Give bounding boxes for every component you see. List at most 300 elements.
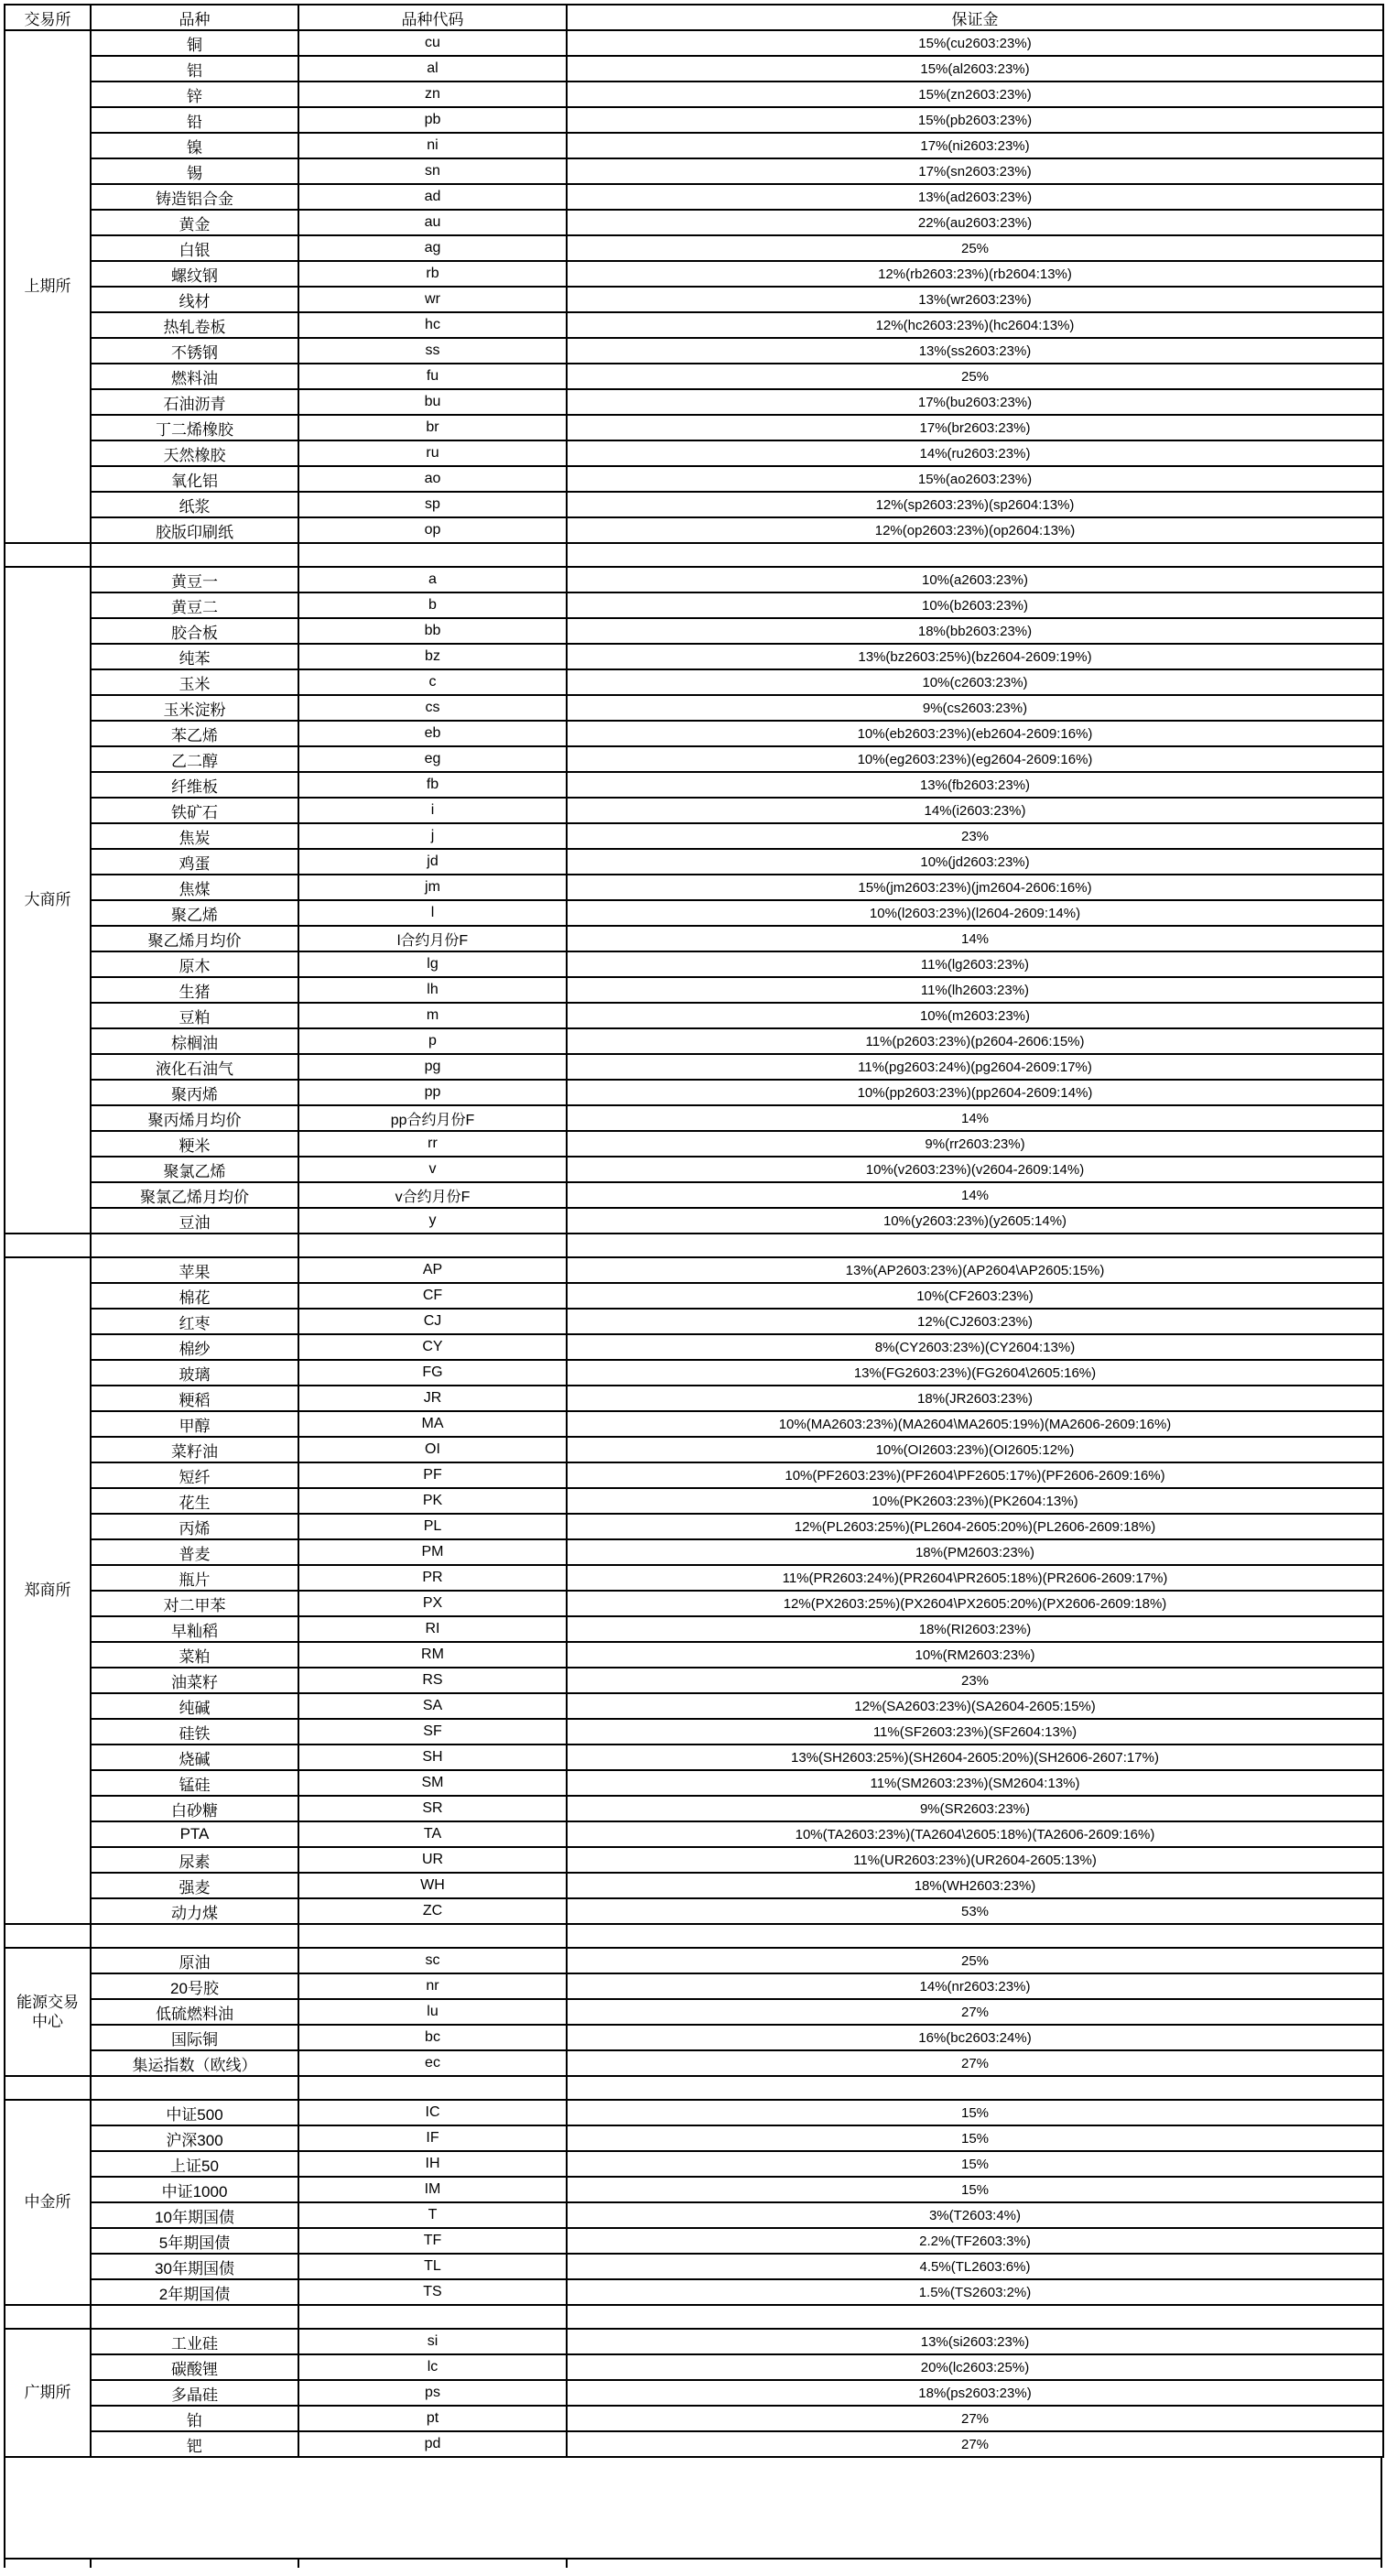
margin-cell: 13%(ss2603:23%)	[567, 338, 1383, 364]
variety-cell: 纸浆	[91, 492, 298, 517]
variety-cell: 纤维板	[91, 772, 298, 798]
code-cell: ps	[298, 2380, 567, 2406]
margin-cell: 11%(p2603:23%)(p2604-2606:15%)	[567, 1028, 1383, 1054]
margin-cell: 25%	[567, 1948, 1383, 1973]
variety-cell: PTA	[91, 1821, 298, 1847]
variety-cell: 多晶硅	[91, 2380, 298, 2406]
variety-cell: 上证50	[91, 2151, 298, 2177]
empty-cell	[91, 2076, 298, 2100]
table-row	[5, 466, 1383, 492]
empty-cell	[567, 2305, 1383, 2329]
margin-cell: 12%(sp2603:23%)(sp2604:13%)	[567, 492, 1383, 517]
table-row	[5, 30, 1383, 56]
header-variety: 品种	[91, 5, 298, 30]
table-row	[5, 1591, 1383, 1616]
variety-cell: 玉米淀粉	[91, 695, 298, 721]
bottom-blank-area	[4, 2458, 1382, 2558]
table-row	[5, 517, 1383, 543]
variety-cell: 粳米	[91, 1131, 298, 1157]
code-cell: PM	[298, 1539, 567, 1565]
margin-cell: 8%(CY2603:23%)(CY2604:13%)	[567, 1334, 1383, 1360]
table-row	[5, 823, 1383, 849]
code-cell: pb	[298, 107, 567, 133]
margin-cell: 1.5%(TS2603:2%)	[567, 2279, 1383, 2305]
variety-cell: 尿素	[91, 1847, 298, 1873]
variety-cell: 早籼稻	[91, 1616, 298, 1642]
table-row	[5, 2025, 1383, 2050]
table-row	[5, 2354, 1383, 2380]
code-cell: b	[298, 592, 567, 618]
code-cell: ZC	[298, 1898, 567, 1924]
table-row	[5, 1745, 1383, 1770]
margin-cell: 14%(nr2603:23%)	[567, 1973, 1383, 1999]
variety-cell: 热轧卷板	[91, 312, 298, 338]
variety-cell: 中证1000	[91, 2177, 298, 2202]
variety-cell: 天然橡胶	[91, 440, 298, 466]
variety-cell: 豆油	[91, 1208, 298, 1234]
variety-cell: 棕榈油	[91, 1028, 298, 1054]
margin-cell: 25%	[567, 364, 1383, 389]
empty-cell	[91, 2305, 298, 2329]
separator-row	[5, 2305, 1383, 2329]
variety-cell: 苯乙烯	[91, 721, 298, 746]
table-row	[5, 2380, 1383, 2406]
table-row	[5, 1105, 1383, 1131]
table-row	[5, 2050, 1383, 2076]
table-row	[5, 1360, 1383, 1386]
variety-cell: 动力煤	[91, 1898, 298, 1924]
code-cell: bu	[298, 389, 567, 415]
empty-cell	[5, 543, 91, 567]
table-row	[5, 2279, 1383, 2305]
variety-cell: 棉纱	[91, 1334, 298, 1360]
table-row	[5, 364, 1383, 389]
table-row	[5, 1257, 1383, 1283]
margin-cell: 10%(MA2603:23%)(MA2604\MA2605:19%)(MA2606-2609:16%)	[567, 1411, 1383, 1437]
margin-cell: 10%(m2603:23%)	[567, 1003, 1383, 1028]
variety-cell: 白砂糖	[91, 1796, 298, 1821]
variety-cell: 螺纹钢	[91, 261, 298, 287]
column-divider-stub	[298, 2560, 299, 2568]
table-row	[5, 1283, 1383, 1309]
column-divider-stub	[566, 2560, 568, 2568]
margin-cell: 12%(PX2603:25%)(PX2604\PX2605:20%)(PX2606-2609:18%)	[567, 1591, 1383, 1616]
variety-cell: 强麦	[91, 1873, 298, 1898]
code-cell: TF	[298, 2228, 567, 2254]
variety-cell: 铝	[91, 56, 298, 82]
code-cell: jm	[298, 875, 567, 900]
margin-cell: 15%	[567, 2125, 1383, 2151]
code-cell: nr	[298, 1973, 567, 1999]
code-cell: CF	[298, 1283, 567, 1309]
variety-cell: 2年期国债	[91, 2279, 298, 2305]
table-row	[5, 2177, 1383, 2202]
code-cell: eg	[298, 746, 567, 772]
variety-cell: 锡	[91, 158, 298, 184]
margin-cell: 15%(ao2603:23%)	[567, 466, 1383, 492]
exchange-cell: 上期所	[5, 30, 91, 543]
code-cell: au	[298, 210, 567, 235]
table-row	[5, 567, 1383, 592]
variety-cell: 镍	[91, 133, 298, 158]
empty-cell	[298, 1924, 567, 1948]
variety-cell: 烧碱	[91, 1745, 298, 1770]
code-cell: lg	[298, 951, 567, 977]
variety-cell: 铜	[91, 30, 298, 56]
table-row	[5, 2329, 1383, 2354]
variety-cell: 5年期国债	[91, 2228, 298, 2254]
margin-cell: 16%(bc2603:24%)	[567, 2025, 1383, 2050]
empty-cell	[567, 1234, 1383, 1257]
code-cell: y	[298, 1208, 567, 1234]
code-cell: SF	[298, 1719, 567, 1745]
code-cell: TL	[298, 2254, 567, 2279]
variety-cell: 菜粕	[91, 1642, 298, 1668]
code-cell: sp	[298, 492, 567, 517]
margin-cell: 17%(br2603:23%)	[567, 415, 1383, 440]
margin-cell: 13%(wr2603:23%)	[567, 287, 1383, 312]
table-row	[5, 1642, 1383, 1668]
code-cell: lh	[298, 977, 567, 1003]
margin-cell: 13%(ad2603:23%)	[567, 184, 1383, 210]
code-cell: MA	[298, 1411, 567, 1437]
exchange-cell: 中金所	[5, 2100, 91, 2305]
margin-cell: 23%	[567, 1668, 1383, 1693]
code-cell: IH	[298, 2151, 567, 2177]
variety-cell: 瓶片	[91, 1565, 298, 1591]
variety-cell: 工业硅	[91, 2329, 298, 2354]
variety-cell: 燃料油	[91, 364, 298, 389]
margin-cell: 10%(TA2603:23%)(TA2604\2605:18%)(TA2606-2609:16%)	[567, 1821, 1383, 1847]
margin-cell: 10%(c2603:23%)	[567, 669, 1383, 695]
separator-row	[5, 1234, 1383, 1257]
separator-row	[5, 1924, 1383, 1948]
separator-row	[5, 543, 1383, 567]
variety-cell: 不锈钢	[91, 338, 298, 364]
code-cell: si	[298, 2329, 567, 2354]
table-row	[5, 1462, 1383, 1488]
variety-cell: 铸造铝合金	[91, 184, 298, 210]
table-row	[5, 618, 1383, 644]
margin-cell: 10%(b2603:23%)	[567, 592, 1383, 618]
empty-cell	[298, 2305, 567, 2329]
code-cell: rr	[298, 1131, 567, 1157]
code-cell: pp合约月份F	[298, 1105, 567, 1131]
margin-cell: 9%(rr2603:23%)	[567, 1131, 1383, 1157]
table-row	[5, 389, 1383, 415]
code-cell: UR	[298, 1847, 567, 1873]
variety-cell: 纯碱	[91, 1693, 298, 1719]
margin-cell: 15%(zn2603:23%)	[567, 82, 1383, 107]
variety-cell: 30年期国债	[91, 2254, 298, 2279]
margin-cell: 10%(y2603:23%)(y2605:14%)	[567, 1208, 1383, 1234]
variety-cell: 对二甲苯	[91, 1591, 298, 1616]
table-row	[5, 1054, 1383, 1080]
variety-cell: 低硫燃料油	[91, 1999, 298, 2025]
margin-cell: 27%	[567, 2431, 1383, 2457]
table-row	[5, 56, 1383, 82]
margin-cell: 25%	[567, 235, 1383, 261]
margin-cell: 12%(rb2603:23%)(rb2604:13%)	[567, 261, 1383, 287]
variety-cell: 甲醇	[91, 1411, 298, 1437]
table-row	[5, 2125, 1383, 2151]
table-row	[5, 1693, 1383, 1719]
variety-cell: 硅铁	[91, 1719, 298, 1745]
variety-cell: 国际铜	[91, 2025, 298, 2050]
margin-cell: 10%(l2603:23%)(l2604-2609:14%)	[567, 900, 1383, 926]
table-row	[5, 2151, 1383, 2177]
variety-cell: 10年期国债	[91, 2202, 298, 2228]
table-row	[5, 951, 1383, 977]
table-row	[5, 2431, 1383, 2457]
table-row	[5, 746, 1383, 772]
table-row	[5, 338, 1383, 364]
margin-cell: 12%(SA2603:23%)(SA2604-2605:15%)	[567, 1693, 1383, 1719]
variety-cell: 聚氯乙烯	[91, 1157, 298, 1182]
table-row	[5, 415, 1383, 440]
code-cell: bc	[298, 2025, 567, 2050]
table-row	[5, 977, 1383, 1003]
code-cell: TA	[298, 1821, 567, 1847]
table-row	[5, 210, 1383, 235]
exchange-cell: 能源交易 中心	[5, 1948, 91, 2076]
variety-cell: 原木	[91, 951, 298, 977]
code-cell: j	[298, 823, 567, 849]
code-cell: ec	[298, 2050, 567, 2076]
code-cell: i	[298, 798, 567, 823]
margin-cell: 27%	[567, 2050, 1383, 2076]
variety-cell: 聚乙烯	[91, 900, 298, 926]
margin-cell: 13%(SH2603:25%)(SH2604-2605:20%)(SH2606-2607:17%)	[567, 1745, 1383, 1770]
margin-cell: 10%(PF2603:23%)(PF2604\PF2605:17%)(PF2606-2609:16%)	[567, 1462, 1383, 1488]
code-cell: v合约月份F	[298, 1182, 567, 1208]
variety-cell: 石油沥青	[91, 389, 298, 415]
variety-cell: 胶版印刷纸	[91, 517, 298, 543]
code-cell: PX	[298, 1591, 567, 1616]
variety-cell: 氧化铝	[91, 466, 298, 492]
code-cell: cu	[298, 30, 567, 56]
margin-cell: 10%(v2603:23%)(v2604-2609:14%)	[567, 1157, 1383, 1182]
code-cell: l	[298, 900, 567, 926]
table-row	[5, 107, 1383, 133]
variety-cell: 普麦	[91, 1539, 298, 1565]
table-row	[5, 440, 1383, 466]
code-cell: PL	[298, 1514, 567, 1539]
code-cell: AP	[298, 1257, 567, 1283]
variety-cell: 液化石油气	[91, 1054, 298, 1080]
variety-cell: 纯苯	[91, 644, 298, 669]
variety-cell: 黄豆一	[91, 567, 298, 592]
table-row	[5, 1488, 1383, 1514]
margin-cell: 13%(fb2603:23%)	[567, 772, 1383, 798]
variety-cell: 铅	[91, 107, 298, 133]
code-cell: RS	[298, 1668, 567, 1693]
variety-cell: 聚丙烯	[91, 1080, 298, 1105]
variety-cell: 铂	[91, 2406, 298, 2431]
table-row	[5, 926, 1383, 951]
table-row	[5, 721, 1383, 746]
table-row	[5, 1182, 1383, 1208]
variety-cell: 生猪	[91, 977, 298, 1003]
table-row	[5, 1973, 1383, 1999]
margin-cell: 18%(ps2603:23%)	[567, 2380, 1383, 2406]
code-cell: pt	[298, 2406, 567, 2431]
code-cell: br	[298, 415, 567, 440]
variety-cell: 焦炭	[91, 823, 298, 849]
header-margin: 保证金	[567, 5, 1383, 30]
margin-cell: 12%(hc2603:23%)(hc2604:13%)	[567, 312, 1383, 338]
table-row	[5, 287, 1383, 312]
empty-cell	[298, 2076, 567, 2100]
margin-cell: 53%	[567, 1898, 1383, 1924]
table-row	[5, 1565, 1383, 1591]
margin-cell: 11%(UR2603:23%)(UR2604-2605:13%)	[567, 1847, 1383, 1873]
margin-cell: 17%(bu2603:23%)	[567, 389, 1383, 415]
exchange-cell: 广期所	[5, 2329, 91, 2457]
code-cell: OI	[298, 1437, 567, 1462]
variety-cell: 碳酸锂	[91, 2354, 298, 2380]
table-row	[5, 849, 1383, 875]
code-cell: rb	[298, 261, 567, 287]
variety-cell: 焦煤	[91, 875, 298, 900]
variety-cell: 鸡蛋	[91, 849, 298, 875]
code-cell: PR	[298, 1565, 567, 1591]
margin-cell: 14%	[567, 1182, 1383, 1208]
code-cell: c	[298, 669, 567, 695]
code-cell: pg	[298, 1054, 567, 1080]
variety-cell: 线材	[91, 287, 298, 312]
variety-cell: 锌	[91, 82, 298, 107]
exchange-cell: 郑商所	[5, 1257, 91, 1924]
variety-cell: 豆粕	[91, 1003, 298, 1028]
margin-cell: 11%(PR2603:24%)(PR2604\PR2605:18%)(PR2606-2609:17%)	[567, 1565, 1383, 1591]
table-row	[5, 772, 1383, 798]
table-row	[5, 2254, 1383, 2279]
code-cell: ag	[298, 235, 567, 261]
margin-cell: 13%(AP2603:23%)(AP2604\AP2605:15%)	[567, 1257, 1383, 1283]
margin-cell: 10%(OI2603:23%)(OI2605:12%)	[567, 1437, 1383, 1462]
code-cell: WH	[298, 1873, 567, 1898]
code-cell: l合约月份F	[298, 926, 567, 951]
table-row	[5, 1616, 1383, 1642]
code-cell: cs	[298, 695, 567, 721]
margin-cell: 9%(SR2603:23%)	[567, 1796, 1383, 1821]
margin-cell: 13%(si2603:23%)	[567, 2329, 1383, 2354]
table-row	[5, 1208, 1383, 1234]
empty-cell	[567, 2076, 1383, 2100]
table-row	[5, 1770, 1383, 1796]
code-cell: RI	[298, 1616, 567, 1642]
empty-cell	[298, 543, 567, 567]
empty-cell	[5, 1924, 91, 1948]
margin-cell: 18%(bb2603:23%)	[567, 618, 1383, 644]
variety-cell: 集运指数（欧线）	[91, 2050, 298, 2076]
code-cell: bb	[298, 618, 567, 644]
variety-cell: 胶合板	[91, 618, 298, 644]
code-cell: SH	[298, 1745, 567, 1770]
table-row	[5, 1821, 1383, 1847]
variety-cell: 白银	[91, 235, 298, 261]
margin-cell: 11%(lg2603:23%)	[567, 951, 1383, 977]
variety-cell: 菜籽油	[91, 1437, 298, 1462]
table-row	[5, 695, 1383, 721]
code-cell: hc	[298, 312, 567, 338]
table-row	[5, 1668, 1383, 1693]
table-row	[5, 312, 1383, 338]
table-row	[5, 1873, 1383, 1898]
variety-cell: 玻璃	[91, 1360, 298, 1386]
code-cell: ad	[298, 184, 567, 210]
table-row	[5, 669, 1383, 695]
variety-cell: 黄金	[91, 210, 298, 235]
margin-cell: 15%(cu2603:23%)	[567, 30, 1383, 56]
margin-cell: 10%(pp2603:23%)(pp2604-2609:14%)	[567, 1080, 1383, 1105]
code-cell: zn	[298, 82, 567, 107]
table-row	[5, 1386, 1383, 1411]
margin-cell: 14%(ru2603:23%)	[567, 440, 1383, 466]
margin-cell: 15%	[567, 2151, 1383, 2177]
table-row	[5, 1437, 1383, 1462]
margin-cell: 3%(T2603:4%)	[567, 2202, 1383, 2228]
empty-cell	[91, 1924, 298, 1948]
variety-cell: 油菜籽	[91, 1668, 298, 1693]
bottom-partial-row	[4, 2560, 1382, 2568]
table-row	[5, 1157, 1383, 1182]
table-row	[5, 1514, 1383, 1539]
code-cell: ao	[298, 466, 567, 492]
margin-cell: 11%(SM2603:23%)(SM2604:13%)	[567, 1770, 1383, 1796]
code-cell: v	[298, 1157, 567, 1182]
margin-cell: 13%(FG2603:23%)(FG2604\2605:16%)	[567, 1360, 1383, 1386]
header-exchange: 交易所	[5, 5, 91, 30]
code-cell: JR	[298, 1386, 567, 1411]
code-cell: SM	[298, 1770, 567, 1796]
exchange-cell: 大商所	[5, 567, 91, 1234]
variety-cell: 丁二烯橡胶	[91, 415, 298, 440]
variety-cell: 短纤	[91, 1462, 298, 1488]
variety-cell: 铁矿石	[91, 798, 298, 823]
code-cell: m	[298, 1003, 567, 1028]
table-row	[5, 492, 1383, 517]
variety-cell: 聚乙烯月均价	[91, 926, 298, 951]
variety-cell: 棉花	[91, 1283, 298, 1309]
margin-cell: 10%(PK2603:23%)(PK2604:13%)	[567, 1488, 1383, 1514]
margin-cell: 11%(SF2603:23%)(SF2604:13%)	[567, 1719, 1383, 1745]
margin-table-sheet	[4, 4, 1382, 2568]
margin-cell: 11%(lh2603:23%)	[567, 977, 1383, 1003]
variety-cell: 黄豆二	[91, 592, 298, 618]
margin-cell: 14%	[567, 1105, 1383, 1131]
empty-cell	[298, 1234, 567, 1257]
variety-cell: 沪深300	[91, 2125, 298, 2151]
empty-cell	[567, 1924, 1383, 1948]
table-row	[5, 1898, 1383, 1924]
code-cell: op	[298, 517, 567, 543]
header-row	[5, 5, 1383, 30]
variety-cell: 聚氯乙烯月均价	[91, 1182, 298, 1208]
margin-cell: 9%(cs2603:23%)	[567, 695, 1383, 721]
code-cell: bz	[298, 644, 567, 669]
table-row	[5, 235, 1383, 261]
table-row	[5, 900, 1383, 926]
table-row	[5, 1948, 1383, 1973]
code-cell: TS	[298, 2279, 567, 2305]
table-row	[5, 158, 1383, 184]
table-row	[5, 1847, 1383, 1873]
empty-cell	[91, 543, 298, 567]
margin-cell: 2.2%(TF2603:3%)	[567, 2228, 1383, 2254]
margin-cell: 17%(ni2603:23%)	[567, 133, 1383, 158]
